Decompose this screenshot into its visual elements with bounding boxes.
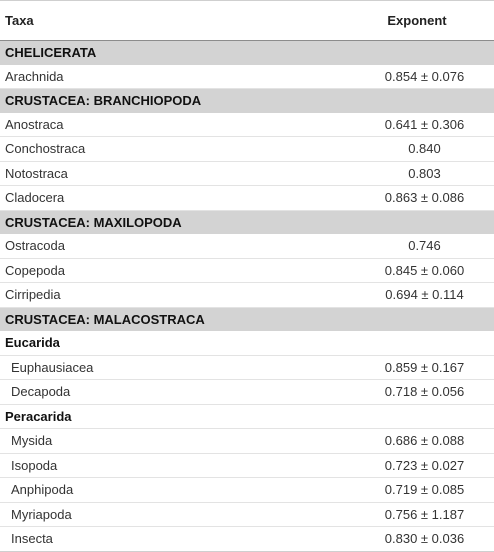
table-row [0,527,494,552]
exponent-cell: 0.840 [408,141,441,157]
column-header-exponent: Exponent [387,13,447,28]
taxa-cell: Cirripedia [5,287,61,303]
exponent-cell: 0.830 ± 0.036 [384,531,465,547]
section-label: CRUSTACEA: BRANCHIOPODA [0,89,494,113]
section-label: CHELICERATA [0,41,494,65]
taxa-cell: Cladocera [5,190,65,206]
exponent-cell: 0.686 ± 0.088 [384,433,465,449]
taxa-cell: Ostracoda [5,238,65,254]
table-body [0,41,494,552]
table-row [0,478,494,503]
exponent-cell: 0.863 ± 0.086 [384,190,465,206]
table-row [0,502,494,527]
exponent-cell: 0.718 ± 0.056 [384,384,465,400]
taxa-cell: Myriapoda [11,506,72,522]
header-row [0,1,494,41]
taxa-cell: Insecta [11,531,53,547]
exponent-cell: 0.756 ± 1.187 [384,506,465,522]
table-row [0,65,494,89]
taxa-cell: Arachnida [5,68,64,84]
exponent-cell: 0.719 ± 0.085 [384,482,465,498]
table-row [0,429,494,454]
table-row [0,453,494,478]
table-row [0,283,494,308]
table-row [0,258,494,283]
subgroup-label: Eucarida [5,335,60,351]
taxa-cell: Isopoda [11,457,58,473]
section-header-row [0,210,494,234]
section-header-row [0,89,494,113]
exponent-cell: 0.723 ± 0.027 [384,457,465,473]
taxa-cell: Anostraca [5,116,64,132]
table-row [0,113,494,137]
subgroup-header-row [0,331,494,355]
table-row [0,380,494,405]
taxa-cell: Mysida [11,433,53,449]
exponent-cell: 0.859 ± 0.167 [384,359,465,375]
taxa-cell: Notostraca [5,165,68,181]
table-row [0,161,494,186]
table-header [0,1,494,41]
section-header-row [0,307,494,331]
column-header-taxa: Taxa [5,13,34,28]
table-row [0,186,494,211]
taxa-cell: Decapoda [11,384,71,400]
taxa-cell: Copepoda [5,262,65,278]
taxa-cell: Euphausiacea [11,359,94,375]
table-row [0,355,494,380]
taxa-cell: Conchostraca [5,141,86,157]
exponent-cell: 0.854 ± 0.076 [384,68,465,84]
taxa-cell: Anphipoda [11,482,74,498]
table-row [0,137,494,162]
exponent-cell: 0.803 [408,165,441,181]
exponent-cell: 0.694 ± 0.114 [385,287,464,303]
table-row [0,234,494,258]
subgroup-label: Peracarida [5,408,72,424]
section-label: CRUSTACEA: MAXILOPODA [0,210,494,234]
exponent-cell: 0.746 [408,238,441,254]
exponent-cell: 0.845 ± 0.060 [384,262,465,278]
section-label: CRUSTACEA: MALACOSTRACA [0,307,494,331]
subgroup-header-row [0,404,494,429]
exponent-cell: 0.641 ± 0.306 [384,116,465,132]
section-header-row [0,41,494,65]
